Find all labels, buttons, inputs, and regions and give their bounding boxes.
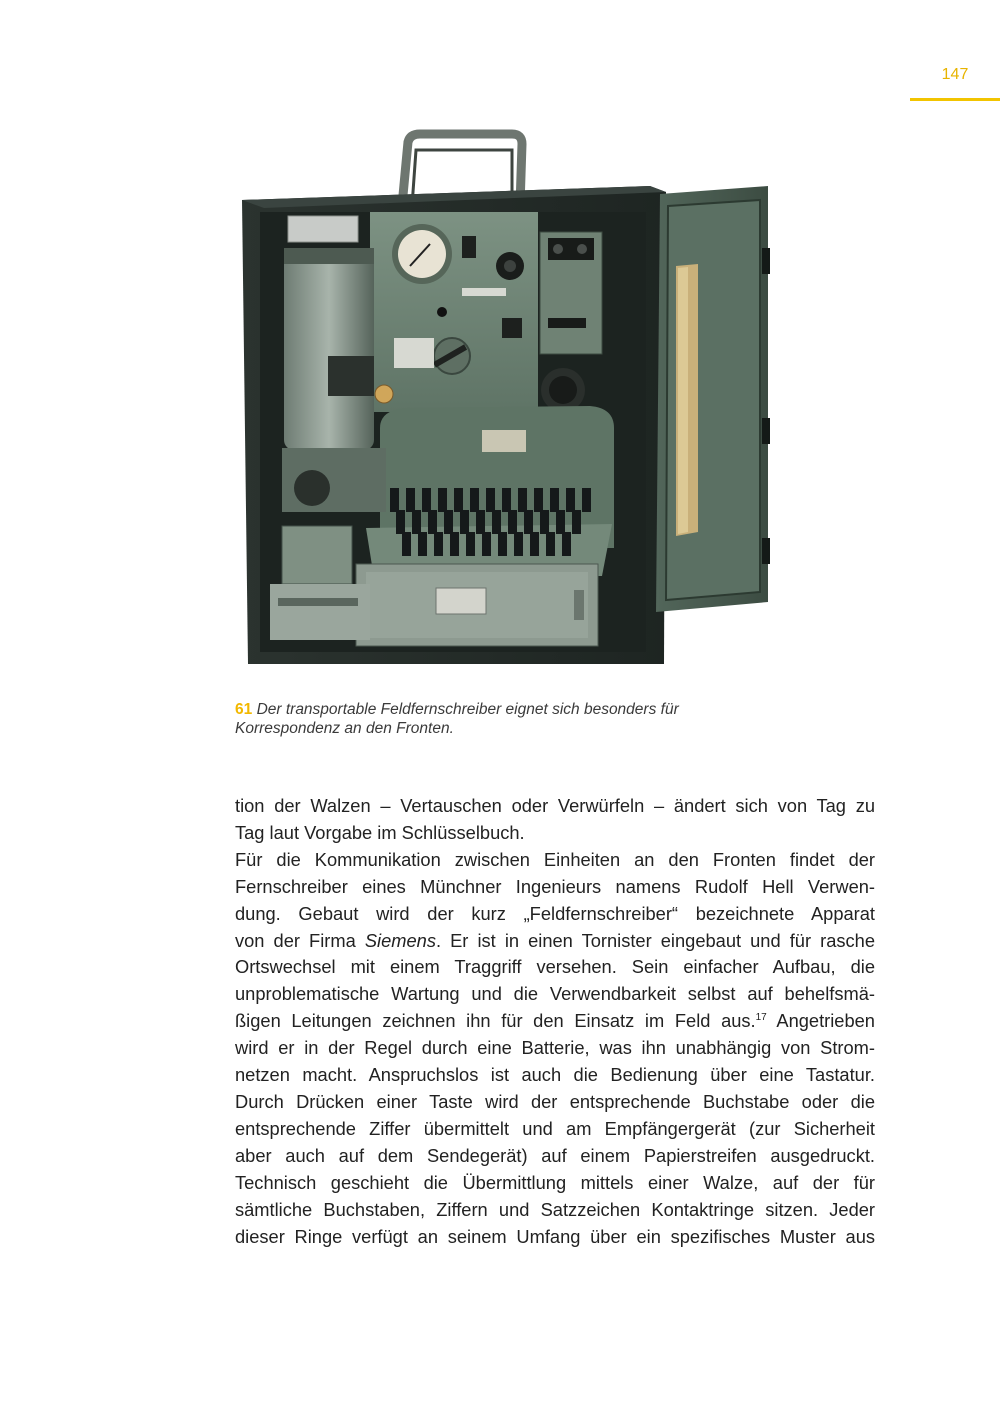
text-line [235, 928, 875, 955]
text-line: dieser Ringe verfügt an seinem Umfang über ein spezifisches Muster aus [235, 1225, 875, 1247]
text-run: ßigen Leitungen zeichnen ihn für den Einsatz im Feld aus. [235, 1010, 756, 1032]
text-line: unproblematische Wartung und die Verwendbarkeit selbst auf behelfsmä- [235, 983, 875, 1005]
text-run: Angetrieben [766, 1010, 875, 1032]
footnote-ref[interactable]: 17 [755, 1012, 767, 1024]
text-line: aber auch auf dem Sendegerät) auf einem Papierstreifen ausgedruckt. [235, 1144, 875, 1166]
text-line: dung. Gebaut wird der kurz „Feldfernschreiber“ bezeichnete Apparat [235, 902, 875, 924]
figure-caption-text: Der transportable Feldfernschreiber eignet sich besonders für Korrespondenz an den Fronten. [235, 701, 679, 737]
text-line: Durch Drücken einer Taste wird der entsprechende Buchstabe oder die [235, 1090, 875, 1112]
text-line: wird er in der Regel durch eine Batterie, was ihn unabhängig von Strom- [235, 1037, 875, 1059]
text-line: Technisch geschieht die Übermittlung mittels einer Walze, auf der für [235, 1171, 875, 1193]
text-line [235, 1008, 875, 1035]
text-line: entsprechende Ziffer übermittelt und am Empfängergerät (zur Sicherheit [235, 1117, 875, 1139]
text-line: Tag laut Vorgabe im Schlüsselbuch. [235, 821, 525, 843]
figure-caption [235, 700, 755, 738]
text-line: Fernschreiber eines Münchner Ingenieurs namens Rudolf Hell Verwen- [235, 875, 875, 897]
text-line: tion der Walzen – Vertauschen oder Verwürfeln – ändert sich von Tag zu [235, 795, 875, 816]
page-number: 147 [941, 66, 969, 83]
figure-number: 61 [235, 701, 253, 718]
page-number-rule [910, 98, 1000, 101]
text-run: . Er ist in einen Tornister eingebaut und für rasche [435, 929, 875, 951]
text-line: Für die Kommunikation zwischen Einheiten an den Fronten findet der [235, 848, 875, 870]
teleprinter-photo [230, 128, 790, 673]
body-text [235, 793, 875, 1250]
text-line: Ortswechsel mit einem Traggriff versehen. Sein einfacher Aufbau, die [235, 956, 875, 978]
company-name: Siemens [364, 929, 436, 951]
figure-feldfernschreiber [230, 128, 790, 673]
text-line: sämtliche Buchstaben, Ziffern und Satzzeichen Kontaktringe sitzen. Jeder [235, 1198, 875, 1220]
text-line: netzen macht. Anspruchslos ist auch die Bedienung über eine Tastatur. [235, 1064, 875, 1086]
text-run: von der Firma [235, 929, 365, 951]
